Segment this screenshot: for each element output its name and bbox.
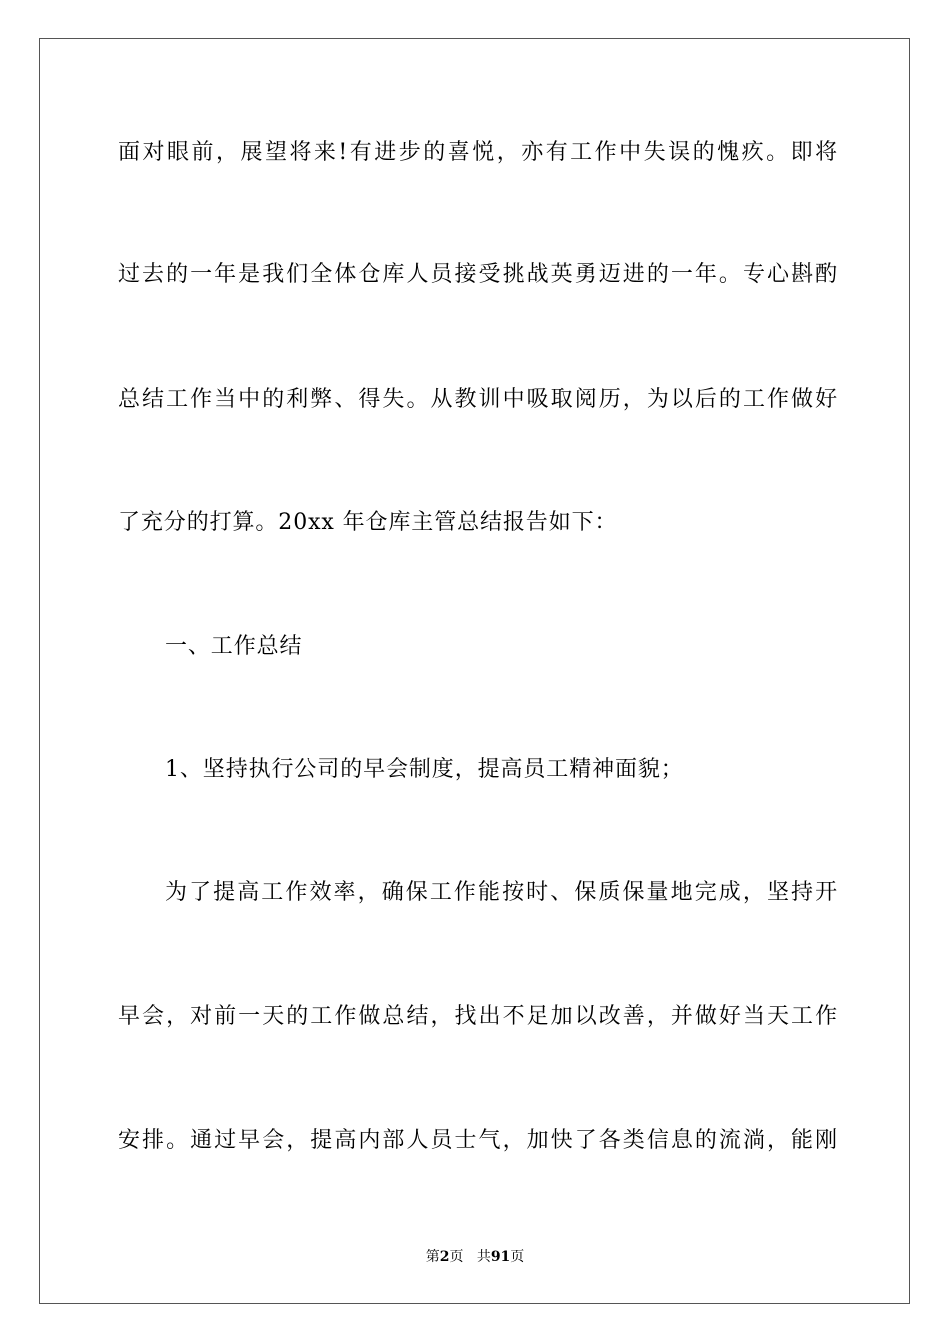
footer-page-prefix: 第	[425, 1249, 440, 1265]
footer-spacer	[463, 1249, 476, 1265]
body-text-line-8: 早会，对前一天的工作做总结，找出不足加以改善，并做好当天工作	[118, 1004, 838, 1029]
page-footer	[0, 1247, 950, 1267]
body-text-line-9: 安排。通过早会，提高内部人员士气，加快了各类信息的流淌，能刚	[118, 1128, 838, 1153]
body-text-line-2: 过去的一年是我们全体仓库人员接受挑战英勇迈进的一年。专心斟酌	[118, 262, 838, 287]
footer-total-prefix: 共	[476, 1249, 491, 1265]
body-text-line-3: 总结工作当中的利弊、得失。从教训中吸取阅历，为以后的工作做好	[118, 387, 838, 412]
footer-total-suffix: 页	[510, 1249, 525, 1265]
body-text-line-1: 面对眼前，展望将来!有进步的喜悦，亦有工作中失误的愧疚。即将	[118, 140, 838, 165]
subsection-heading: 1、坚持执行公司的早会制度，提高员工精神面貌；	[165, 757, 684, 782]
footer-page-suffix: 页	[449, 1249, 464, 1265]
footer-page-number: 2	[439, 1249, 450, 1265]
body-text-line-4: 了充分的打算。20xx 年仓库主管总结报告如下：	[118, 510, 618, 535]
body-text-line-7: 为了提高工作效率，确保工作能按时、保质保量地完成，坚持开	[165, 880, 838, 905]
section-heading: 一、工作总结	[165, 634, 303, 659]
footer-total-pages: 91	[490, 1249, 511, 1265]
page-border	[39, 38, 910, 1304]
